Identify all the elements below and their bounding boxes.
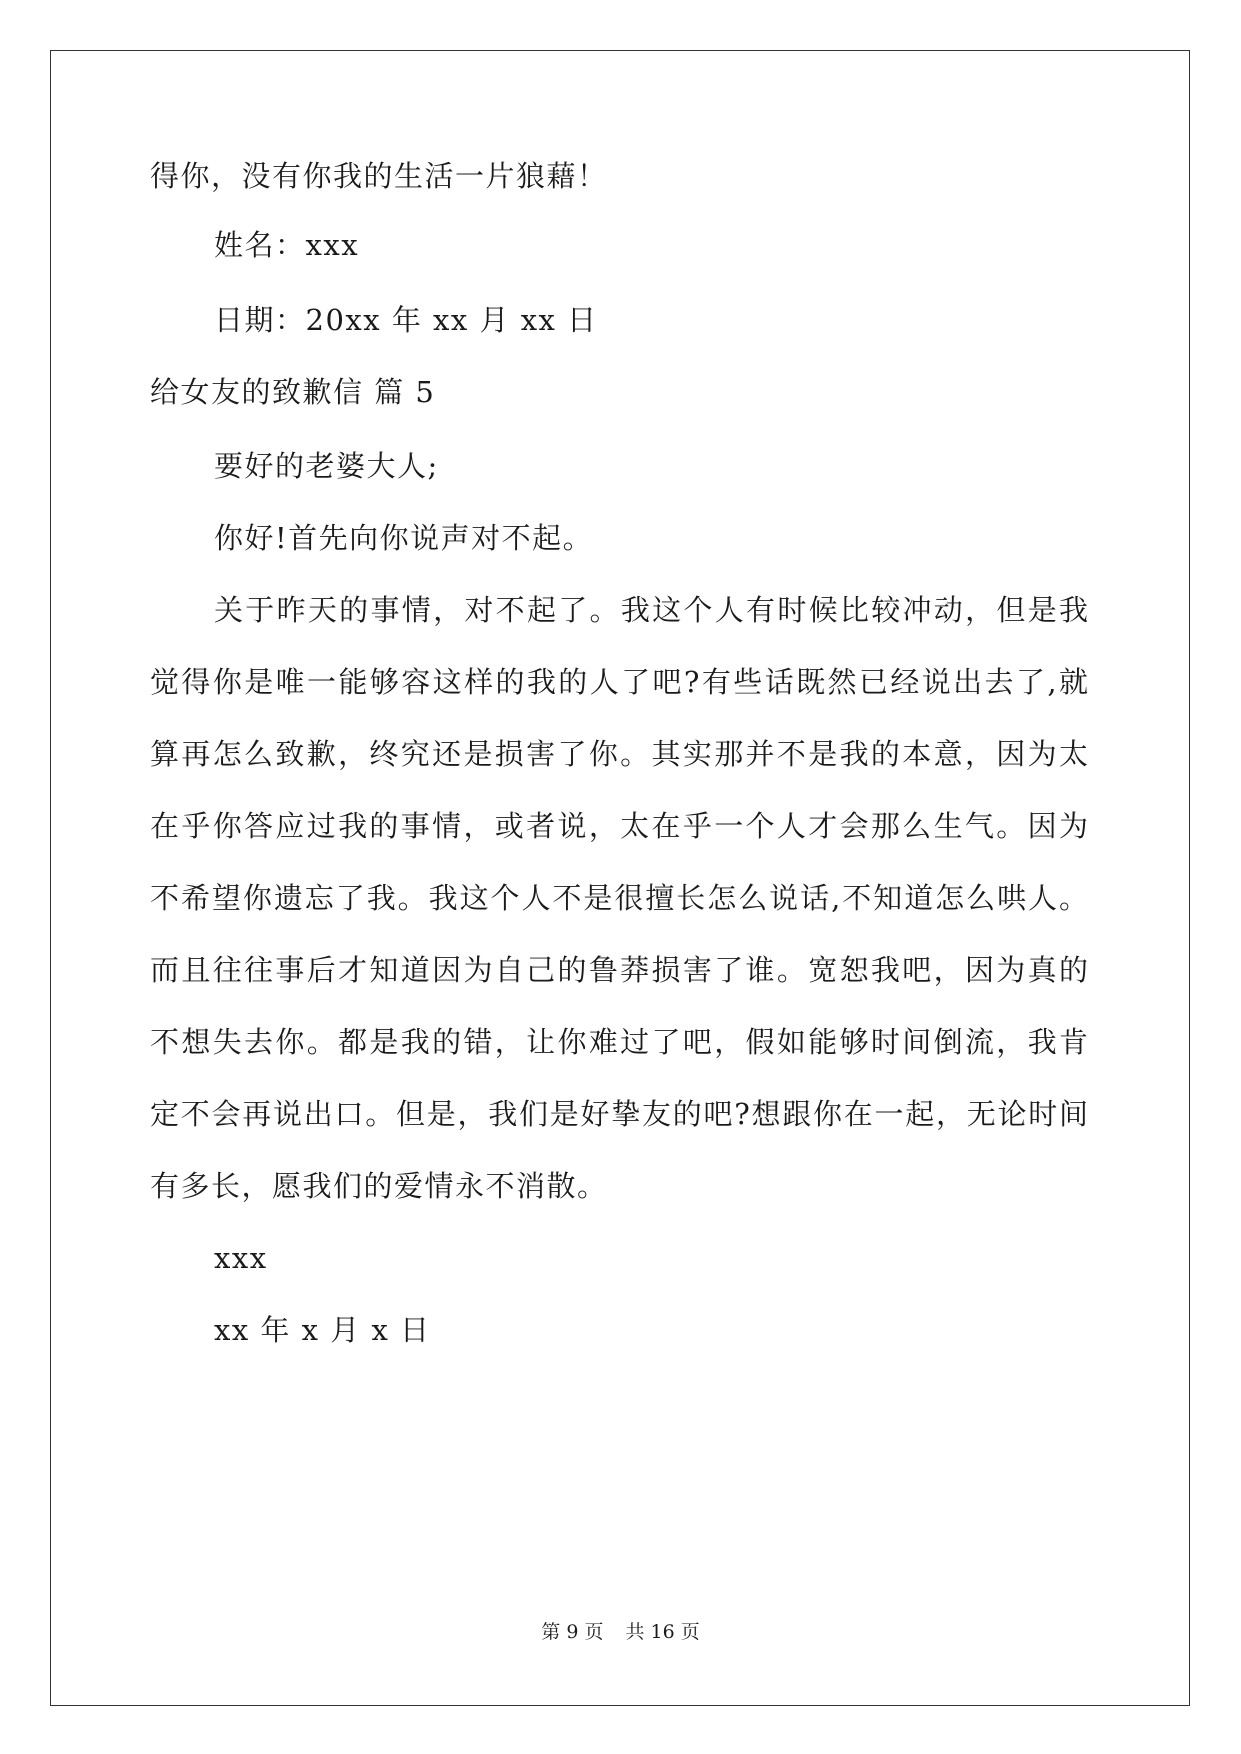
salutation: 要好的老婆大人; bbox=[214, 449, 439, 483]
signature-date: 日期：20xx 年 xx 月 xx 日 bbox=[214, 303, 598, 337]
paragraph-line: 定不会再说出口。但是，我们是好挚友的吧?想跟你在一起，无论时间 bbox=[150, 1097, 1088, 1131]
page-footer bbox=[0, 1620, 1241, 1644]
closing-signature: xxx bbox=[214, 1241, 268, 1275]
paragraph-line: 不想失去你。都是我的错，让你难过了吧，假如能够时间倒流，我肯 bbox=[150, 1025, 1088, 1059]
page-number: 第 9 页 bbox=[541, 1621, 604, 1643]
page-total: 共 16 页 bbox=[625, 1621, 700, 1643]
section-heading: 给女友的致歉信 篇 5 bbox=[150, 375, 436, 409]
paragraph-line: 在乎你答应过我的事情，或者说，太在乎一个人才会那么生气。因为 bbox=[150, 809, 1088, 843]
signature-name: 姓名：xxx bbox=[214, 228, 360, 262]
paragraph-line: 关于昨天的事情，对不起了。我这个人有时候比较冲动，但是我 bbox=[214, 593, 1088, 627]
paragraph-line: 不希望你遗忘了我。我这个人不是很擅长怎么说话,不知道怎么哄人。 bbox=[150, 881, 1088, 915]
closing-date: xx 年 x 月 x 日 bbox=[214, 1313, 431, 1347]
paragraph-line: 有多长，愿我们的爱情永不消散。 bbox=[150, 1169, 608, 1203]
paragraph-line: 得你，没有你我的生活一片狼藉！ bbox=[150, 159, 608, 193]
paragraph-line: 算再怎么致歉，终究还是损害了你。其实那并不是我的本意，因为太 bbox=[150, 737, 1088, 771]
paragraph-line: 而且往往事后才知道因为自己的鲁莽损害了谁。宽恕我吧，因为真的 bbox=[150, 953, 1088, 987]
paragraph-line: 觉得你是唯一能够容这样的我的人了吧?有些话既然已经说出去了,就 bbox=[150, 665, 1088, 699]
greeting: 你好!首先向你说声对不起。 bbox=[214, 521, 594, 555]
